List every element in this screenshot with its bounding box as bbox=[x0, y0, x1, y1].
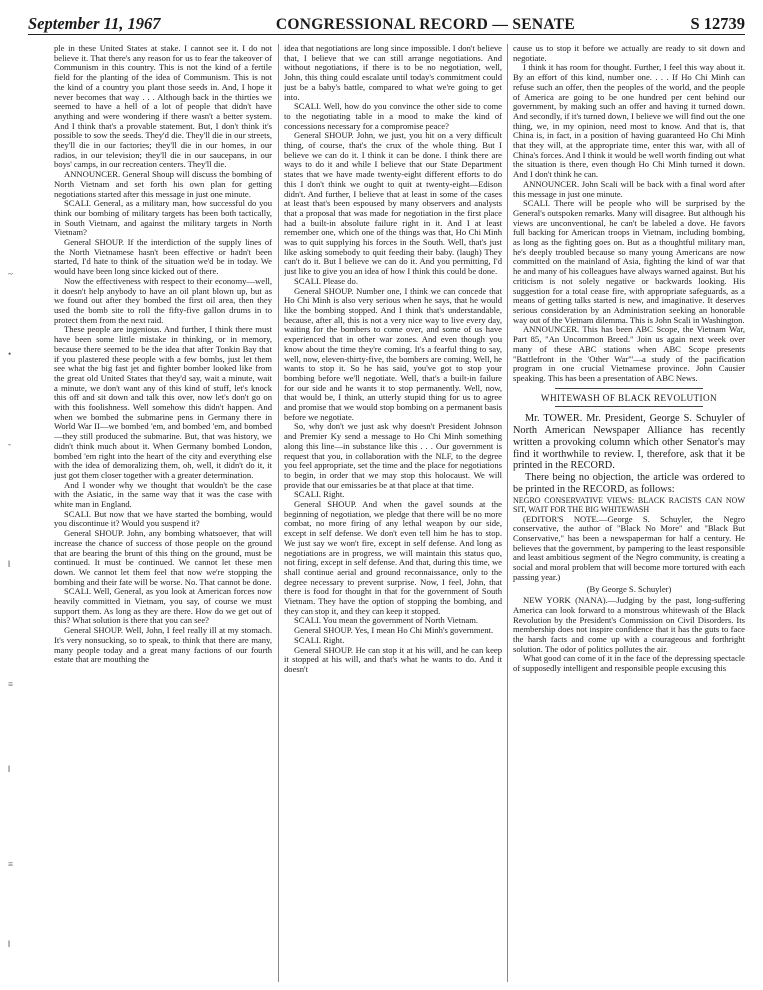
section-title: WHITEWASH OF BLACK REVOLUTION bbox=[540, 392, 718, 403]
section-rule bbox=[555, 388, 703, 389]
paragraph: General SHOUP. Number one, I think we can concede that Ho Chi Minh is also very serious when he says, that he would like the bombing stopped. And I think that's understandable, because, after all, this is not a very nice way to live every day, waiting for the bombers to come over, and some of us have experienced that in other war zones. And even though you know about the time they're coming. It's a fearful thing to say, well, now, eleven-thirty-five, the bombers are coming. Well, he wants to stop it. So he has said, you've got to stop your bombing before we'll negotiate. Well, that's a built-in failure for our side and he wants it to stop permanently. Well, now, that would be, I think, an utterly stupid thing for us to agree and promise that we would stop bombing on a permanent basis before we negotiate. bbox=[284, 285, 502, 422]
column-1 bbox=[54, 44, 272, 982]
editors-note: (EDITOR'S NOTE.—George S. Schuyler, the Negro conservative, the author of "Black No More" and "Black But Conservative," has been a newspaperman for half a century. He believes that the government, by pampering to the least responsible and least ambitious segment of the Negro community, is creating a social and moral problem that will become more tortured with each passing year.) bbox=[513, 513, 745, 582]
column-3 bbox=[513, 44, 745, 982]
paragraph: General SHOUP. If the interdiction of the supply lines of the North Vietnamese hasn't been effective or hadn't been started, I'd hate to think of the situation we'd be in today. We would have been long since kicked out of there. bbox=[54, 237, 272, 277]
margin-mark: ≡ bbox=[8, 859, 14, 869]
paragraph: SCALI. Right. bbox=[294, 634, 345, 645]
column-divider bbox=[278, 44, 279, 982]
column-divider bbox=[507, 44, 508, 982]
paragraph: General SHOUP. John, any bombing whatsoever, that will increase the chance of success of those people on the ground that are bearing the brunt of this thing on the ground, must be continued. It must be continued. We cannot let these men down. We cannot let them feel that now we're stopping the bombing and their fate will be worse. No. That cannot be done. bbox=[54, 528, 272, 587]
paragraph: These people are ingenious. And further, I think there must have been some little mistake in thinking, or in memory, because there seemed to be the idea that after Tonkin Bay that if you plastered these people with a few bombs, just let them see what the big fast jet and fighter bomber looked like from the great old United States that they'd say, wait a minute, wait a minute, we don't want any of this kind of stuff, let's knock this off and sit down and talk this over, now let's don't go on with this foolishness. Well somehow this didn't happen. And when we bombed the submarine pens in Germany there in World War II—we bombed 'em, and bombed 'em, and bombed—they still produced the submarine. But, that was history, we didn't think much about it. When Germany bombed London, bombed 'em right into the heart of the city and everything else with the idea of demoralizing them, oh, well, it didn't do it, it just got them closer together with a greater determination. bbox=[54, 324, 272, 480]
margin-mark: ‖ bbox=[8, 939, 11, 949]
paragraph: SCALI. Please do. bbox=[294, 275, 358, 286]
paragraph: SCALI. There will be people who will be surprised by the General's outspoken remarks. Many will disagree. But although his views are unconventional, he can't be labeled a dove. He favors full backing for American troops in Vietnam, including bombing, as long as the fighting goes on. But as a thoughtful military man, he's deeply troubled because so many young Americans are now committed on the mainland of Asia, fighting the kind of war that he and many of his colleagues have always warned against. But his criticism is not solely negative or backwards looking. His suggestion for a total cease fire, with appropriate safeguards, as a means of getting talks started is new, and imaginative. It deserves serious consideration by an Administration seeking an honorable way out of the Vietnam dilemma. This is John Scali in Washington. bbox=[513, 198, 745, 325]
header-title: CONGRESSIONAL RECORD — SENATE bbox=[275, 16, 575, 33]
paragraph: There being no objection, the article was ordered to be printed in the RECORD, as follows: bbox=[513, 472, 745, 495]
paragraph: SCALI. General, as a military man, how successful do you think our bombing of military targets has been both tactically, in South Vietnam, and against the military targets in North Vietnam? bbox=[54, 198, 272, 238]
paragraph: What good can come of it in the face of the depressing spectacle of supposedly intelligent and responsible people excusing this bbox=[513, 653, 745, 674]
article-byline: (By George S. Schuyler) bbox=[586, 583, 672, 594]
paragraph: SCALI. Well, how do you convince the other side to come to the negotiating table in a mood to make the kind of concessions necessary for a compromise peace? bbox=[284, 101, 502, 131]
margin-mark: ‖ bbox=[8, 559, 11, 569]
paragraph: General SHOUP. Well, John, I feel really ill at my stomach. It's very nonsucking, so to speak, to think that there are many, many people today and a great many factions of our fourth estate that are mouthing the bbox=[54, 625, 272, 665]
margin-mark: ‐ bbox=[8, 439, 11, 449]
paragraph: ANNOUNCER. General Shoup will discuss the bombing of North Vietnam and set forth his own plan for getting negotiations started after this message in just one minute. bbox=[54, 169, 272, 199]
paragraph: General SHOUP. John, we just, you hit on a very difficult thing, of course, that's the crux of the whole thing. But I believe we can do it. I think it can be done. I think there are ways to do it and while I believe that our State Department states that we have made twenty-eight different efforts to do this I don't think we ought to quit at twenty-eight—Edison didn't. And further, I believe that at least in some of the cases at least that's been espoused by many observers and analysts that a proposal that was made for negotiation in the first place had a built-in absolute failure right in it. And I at least remember one, which one of the things was that, Ho Chi Minh was to quit supplying his forces in the South. Well, that's just like asking somebody to quit feeding their baby. (laugh) They can't do it. But I believe we can do it. And you permitting, I'd just like to give you an idea of how I think this could be done. bbox=[284, 130, 502, 277]
article-title: NEGRO CONSERVATIVE VIEWS: BLACK RACISTS CAN NOW SIT, WAIT FOR THE BIG WHITEWASH bbox=[513, 495, 745, 515]
paragraph: NEW YORK (NANA).—Judging by the past, long-suffering America can look forward to a monstrous whitewash of the Black Revolution by the President's Commission on Civil Disorders. Its membership does not inspire confidence that it has the guts to face the harsh facts and come up with a courageous and forthright solution. The odor of politics pollutes the air. bbox=[513, 595, 745, 654]
paragraph: Now the effectiveness with respect to their economy—well, it doesn't help anybody to have an oil plant blown up, but as we found out after they bombed the first oil area, then they used the bomb site to roll the fifty-five gallon drums in to protect them from the next raid. bbox=[54, 275, 272, 325]
paragraph: idea that negotiations are long since impossible. I don't believe that, I believe that we can still arrange negotiations. And without negotiations, if there is to be no negotiation, well, John, this thing could escalate until today's commitment could just be a baby's battle, compared to what we're going to get into. bbox=[284, 44, 502, 102]
header-page-number: S 12739 bbox=[690, 14, 745, 33]
margin-mark: ~ bbox=[8, 269, 13, 279]
paragraph: ANNOUNCER. This has been ABC Scope, the Vietnam War, Part 85, "An Uncommon Breed." Join us again next week over many of these ABC stations when ABC Scope presents "Battlefront in the 'Other War'"—a study of the pacification program in one crucial Vietnamese province. John Causier speaking. This has been a presentation of ABC News. bbox=[513, 324, 745, 383]
paragraph: I think it has room for thought. Further, I feel this way about it. By an effort of this kind, number one. . . . If Ho Chi Minh can refuse such an offer, then the peoples of the world, and the people of America are going to be one hundred per cent behind our government, by making such an offer and having it turned down. And secondly, if it's turned down, I believe we will find out the one thing, we, in my opinion, need most to know. And that is, that China is, in fact, in a position of having guaranteed Ho Chi Minh that they will, at the appropriate time, enter this war, with all of China's forces. And I think it would be well worth finding out what the situation is there, even though Ho Chi Minh turned it down. And I don't think he can. bbox=[513, 62, 745, 180]
paragraph: And I wonder why we thought that wouldn't be the case with the Asiatic, in the same way that it was the case with white man in England. bbox=[54, 479, 272, 510]
margin-marks bbox=[0, 60, 36, 980]
paragraph: ANNOUNCER. John Scali will be back with a final word after this message in just one minute. bbox=[513, 178, 745, 199]
paragraph: SCALI. But now that we have started the bombing, would you discontinue it? Would you suspend it? bbox=[54, 508, 272, 529]
section-rule bbox=[555, 406, 703, 407]
column-2 bbox=[284, 44, 502, 982]
paragraph: Mr. TOWER. Mr. President, George S. Schuyler of North American Newspaper Alliance has recently written a provoking column which other Senator's may find it worthwhile to review. I, therefore, ask that it be printed in the RECORD. bbox=[513, 413, 745, 472]
tower-remarks bbox=[513, 413, 745, 496]
paragraph: General SHOUP. And when the gavel sounds at the beginning of negotiation, we pledge that there will be no more combat, no more firing of any lethal weapon by our side, except in self defense. We don't even tell him he has to stop. We just say we won't fire, except in self defense. And long as negotiations are in progress, we will maintain this status quo, not firing, except in self defense. And that, during this time, we shall continue aerial and ground reconnaissance, only to the degree necessary to prevent surprise. Now, I feel, John, that there is food for thought in that for the government of South Vietnam. They have the option of stopping the bombing, and they can stop it, and they can keep it stopped. bbox=[284, 499, 502, 616]
paragraph: General SHOUP. Yes, I mean Ho Chi Minh's government. bbox=[294, 625, 494, 636]
paragraph: ple in these United States at stake. I cannot see it. I do not believe it. That there's any reason for us to fear the takeover of Communism in this country. This is not the kind of a fertile field for the planting of the idea of Communism. This is not the kind of a country you plant those seeds in. And, I hope it never becomes that way . . . Although back in the thirties we seemed to have a hell of a lot of people that didn't have anything and were wondering if there wasn't a better system. And I think that's a provable statement. But, I don't think it's possible to sow the seeds. They'd die. They'll die in our streets, they'll die in our factories; they'll die in our homes, in our radios, in our television; they'll die in our saucepans, in our boys' camps, in our recreation centers. They'll die. bbox=[54, 44, 272, 170]
margin-mark: ‖ bbox=[8, 764, 11, 774]
margin-mark: ≡ bbox=[8, 679, 14, 689]
page-header bbox=[28, 8, 745, 35]
paragraph: General SHOUP. He can stop it at his will, and he can keep it stopped at his will, and that's what he wants to do. And it doesn't bbox=[284, 644, 502, 674]
paragraph: SCALI. Right. bbox=[294, 489, 345, 500]
margin-mark: • bbox=[8, 349, 12, 359]
paragraph: So, why don't we just ask why doesn't President Johnson and Premier Ky send a message to Ho Chi Minh something along this line—in substance like this . . . Our government is request that you, in collaboration with the NLF, to the degree you feel appropriate, set the time and the place for negotiations to begin, in order that we may stop this holocaust. We will provide that our emissaries be at that place at that time. bbox=[284, 421, 502, 490]
paragraph: cause us to stop it before we actually are ready to sit down and negotiate. bbox=[513, 44, 745, 63]
header-date: September 11, 1967 bbox=[28, 14, 161, 33]
paragraph: SCALI. You mean the government of North Vietnam. bbox=[294, 615, 479, 626]
paragraph: SCALI. Well, General, as you look at American forces now heavily committed in Vietnam, you say, of course we must support them. As long as they are there. How do we get out of this? What solution is there that you can see? bbox=[54, 586, 272, 626]
